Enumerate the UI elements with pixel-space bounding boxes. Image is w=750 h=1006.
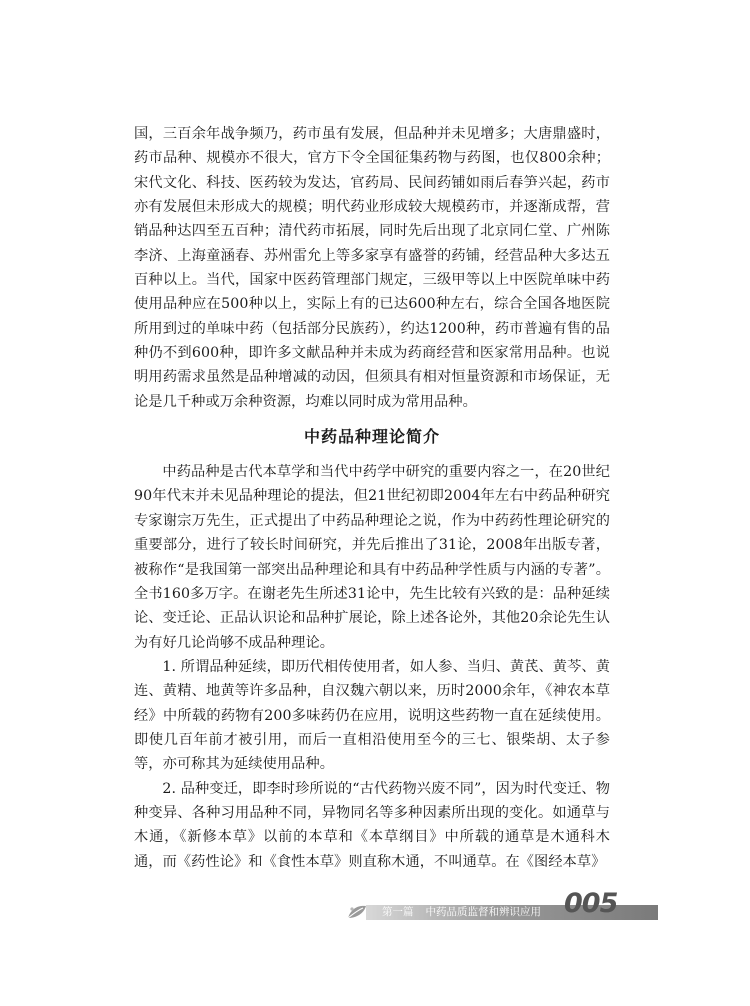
footer-caption xyxy=(382,905,541,920)
paragraph-theory-intro: 中药品种是古代本草学和当代中药学中研究的重要内容之一，在20世纪90年代末并未见品种理论的提法，但21世纪初即2004年左右中药品种研究专家谢宗万先生，正式提出了中药品种理论之说，作为中药药性理论研究的重要部分，进行了较长时间研究，并先后推出了31论，2008年出版专著，被称作“是我国第一部突出品种理论和具有中药品种学性质与内涵的专著”。全书160多万字。在谢老先生所述31论中，先生比较有兴致的是：品种延续论、变迁论、正品认识论和品种扩展论，除上述各论外，其他20余论先生认为有好几论尚够不成品种理论。 xyxy=(134,464,610,651)
page-footer xyxy=(346,888,658,921)
leaf-icon xyxy=(346,903,368,921)
section-heading: 中药品种理论简介 xyxy=(303,427,440,447)
paragraph-variation: 2. 品种变迁，即李时珍所说的“古代药物兴废不同”，因为时代变迁、物种变异、各种习用品种不同，异物同名等多种因素所出现的变化。如通草与木通，《新修本草》以前的本草和《本草纲目》中所载的通草是木通科木通，而《药性论》和《食性本草》则直称木通，不叫通草。在《图经本草》 xyxy=(134,780,610,870)
footer-part-label: 第一篇 xyxy=(382,906,414,918)
page-number: 005 xyxy=(564,888,618,919)
paragraph-continuity: 1. 所谓品种延续，即历代相传使用者，如人参、当归、黄芪、黄芩、黄连、黄精、地黄等许多品种，自汉魏六朝以来，历时2000余年，《神农本草经》中所载的药物有200多味药仍在应用，说明这些药物一直在延续使用。即使几百年前才被引用，而后一直相沿使用至今的三七、银柴胡、太子参等，亦可称其为延续使用品种。 xyxy=(134,658,610,773)
paragraph-dynasty-history: 国，三百余年战争频乃，药市虽有发展，但品种并未见增多；大唐鼎盛时，药市品种、规模亦不很大，官方下令全国征集药物与药图，也仅800余种；宋代文化、科技、医药较为发达，官药局、民间药铺如雨后春笋兴起，药市亦有发展但未形成大的规模；明代药业形成较大规模药市，并逐渐成帮，营销品种达四至五百种；清代药市拓展，同时先后出现了北京同仁堂、广州陈李济、上海童涵春、苏州雷允上等多家享有盛誉的药铺，经营品种大多达五百种以上。当代，国家中医药管理部门规定，三级甲等以上中医院单味中药使用品种应在500种以上，实际上有的已达600种左右，综合全国各地医院所用到过的单味中药（包括部分民族药），约达1200种，药市普遍有售的品种仍不到600种，即许多文献品种并未成为药商经营和医家常用品种。也说明用药需求虽然是品种增减的动因，但须具有相对恒量资源和市场保证，无论是几千种或万余种资源，均难以同时成为常用品种。 xyxy=(134,126,610,410)
body-text xyxy=(134,122,610,874)
footer-part-title: 中药品质监督和辨识应用 xyxy=(425,906,541,918)
